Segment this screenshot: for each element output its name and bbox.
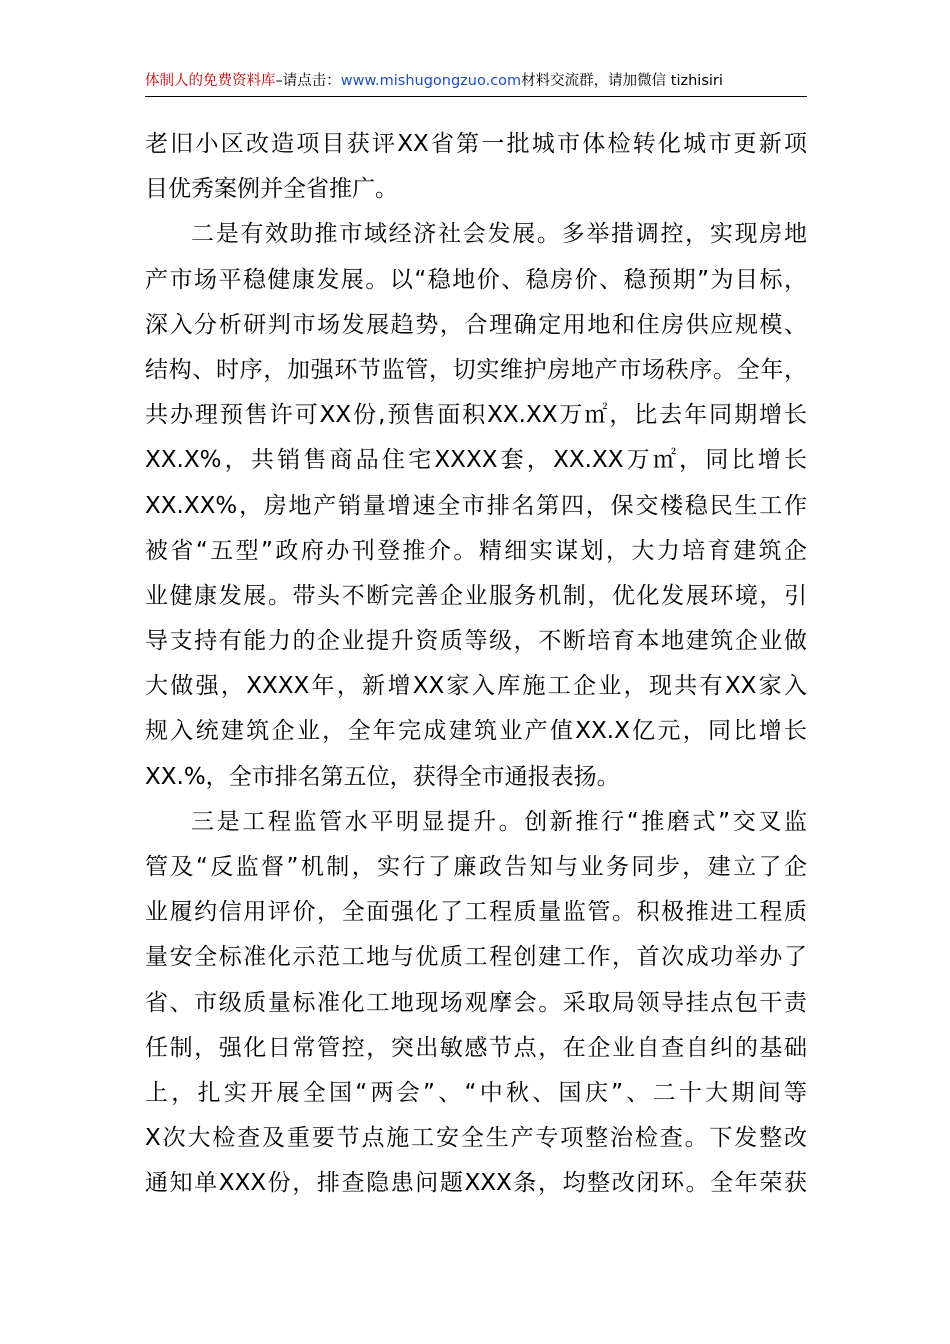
text-line: 任制，强化日常管控，突出敏感节点，在企业自查自纠的基础 (145, 1034, 807, 1061)
text-line: 三是工程监管水平明显提升。创新推行“推磨式”交叉监 (191, 808, 807, 835)
text-line: 结构、时序，加强环节监管，切实维护房地产市场秩序。全年， (145, 356, 807, 383)
text-line: 量安全标准化示范工地与优质工程创建工作，首次成功举办了 (145, 944, 807, 971)
document-body (145, 122, 807, 1207)
text-line: 二是有效助推市域经济社会发展。多举措调控，实现房地 (191, 221, 807, 248)
header-note: 材料交流群，请加微信 tizhisiri (521, 73, 723, 89)
text-line: 上，扎实开展全国“两会”、“中秋、国庆”、二十大期间等 (145, 1079, 807, 1106)
header-url-link[interactable]: www.mishugongzuo.com (340, 73, 522, 89)
header-brand: 体制人的免费资料库 (145, 73, 276, 89)
text-line: 导支持有能力的企业提升资质等级，不断培育本地建筑企业做 (145, 628, 807, 655)
text-line: 业履约信用评价，全面强化了工程质量监管。积极推进工程质 (145, 899, 807, 926)
header-prompt: –请点击： (275, 73, 341, 89)
text-line: 通知单XXX份，排查隐患问题XXX条，均整改闭环。全年荣获 (145, 1170, 807, 1197)
text-line: 管及“反监督”机制，实行了廉政告知与业务同步，建立了企 (145, 854, 807, 880)
text-line: 产市场平稳健康发展。以“稳地价、稳房价、稳预期”为目标， (145, 266, 807, 293)
text-line: 目优秀案例并全省推广。 (145, 176, 398, 203)
text-line: 老旧小区改造项目获评XX省第一批城市体检转化城市更新项 (145, 131, 807, 157)
text-line: 规入统建筑企业，全年完成建筑业产值XX.X亿元，同比增长 (145, 718, 807, 745)
text-line: 大做强，XXXX年，新增XX家入库施工企业，现共有XX家入 (145, 673, 807, 700)
text-line: XX.X%，共销售商品住宅XXXX套，XX.XX万㎡，同比增长 (145, 447, 807, 474)
text-line: XX.%，全市排名第五位，获得全市通报表扬。 (145, 763, 620, 790)
text-line: XX.XX%，房地产销量增速全市排名第四，保交楼稳民生工作 (145, 492, 807, 519)
text-line: 业健康发展。带头不断完善企业服务机制，优化发展环境，引 (145, 582, 807, 609)
text-line: 深入分析研判市场发展趋势，合理确定用地和住房供应规模、 (145, 311, 807, 338)
text-line: 被省“五型”政府办刊登推介。精细实谋划，大力培育建筑企 (145, 537, 807, 564)
text-line: X次大检查及重要节点施工安全生产专项整治检查。下发整改 (145, 1125, 807, 1152)
page-header (145, 70, 807, 97)
text-line: 共办理预售许可XX份,预售面积XX.XX万㎡，比去年同期增长 (145, 402, 807, 429)
text-line: 省、市级质量标准化工地现场观摩会。采取局领导挂点包干责 (145, 989, 807, 1016)
